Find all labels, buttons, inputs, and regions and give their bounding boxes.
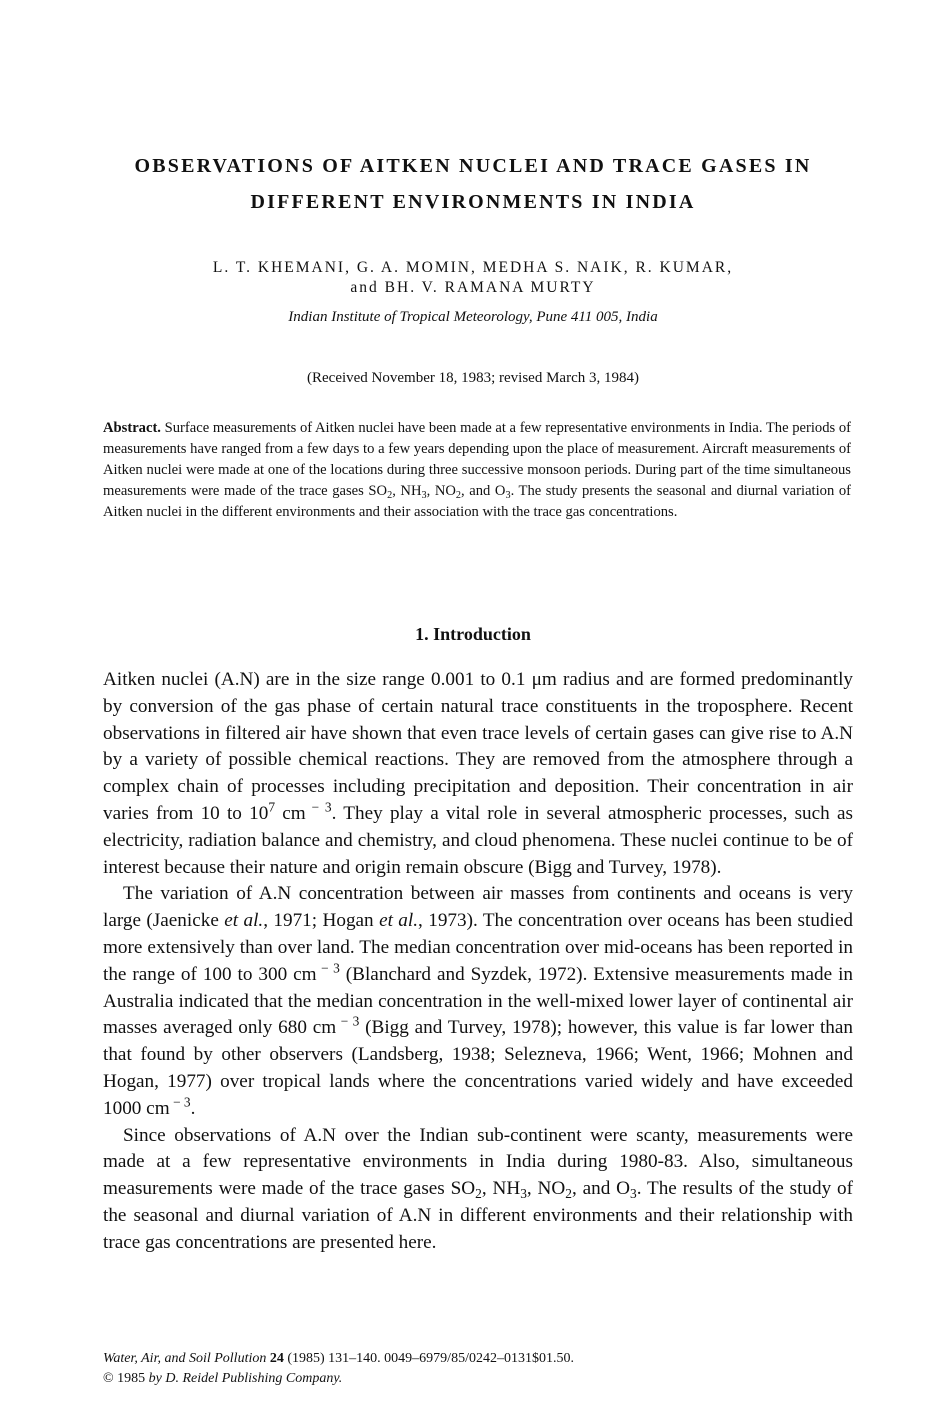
superscript: − 3 — [305, 799, 332, 815]
text-run: , NO — [526, 1178, 566, 1200]
subscript: 2 — [387, 490, 393, 502]
abstract-label: Abstract. — [103, 420, 161, 436]
paragraph-1 — [103, 667, 853, 881]
superscript: − 3 — [169, 1094, 191, 1110]
superscript: 7 — [268, 799, 276, 815]
italic-text: et al. — [224, 910, 264, 932]
paragraph-3 — [103, 1123, 853, 1257]
title-line-1: OBSERVATIONS OF AITKEN NUCLEI AND TRACE GASES IN — [134, 155, 812, 177]
text-run: Since observations of A.N over the Indian sub-continent were scanty, measurements were made at a few representative environments in India during 1980-83. Also, simultaneous measurements were made of the trace gases SO — [103, 1124, 853, 1200]
text-run: , and O — [571, 1178, 630, 1200]
abstract-text: , and O — [461, 483, 506, 499]
subscript: 3 — [630, 1186, 637, 1202]
text-run: The variation of A.N concentration between air masses from continents and oceans is very large (Jaenicke — [103, 883, 853, 932]
paper-title — [60, 148, 886, 220]
author-list — [60, 258, 886, 298]
text-run: . The results of the study of the seasonal and diurnal variation of A.N in different environments and their relationship with trace gas concentrations are presented here. — [103, 1178, 854, 1253]
affiliation: Indian Institute of Tropical Meteorology, Pune 411 005, India — [288, 309, 658, 325]
text-run: cm — [275, 802, 306, 824]
text-run: Aitken nuclei (A.N) are in the size range 0.001 to 0.1 μm radius and are formed predominantly by conversion of the gas phase of certain natural trace constituents in the troposphere. Recent observations in filtered air have shown that even trace levels of certain gases can give rise to A.N by a variety of possible chemical reactions. They are removed from the atmosphere through a complex chain of processes including precipitation and deposition. Their concentration in air varies from 10 to 10 — [103, 669, 853, 824]
abstract-text: , NH — [392, 483, 422, 499]
copyright-line — [103, 1369, 863, 1389]
subscript: 3 — [505, 490, 511, 502]
text-run: . They play a vital role in several atmospheric processes, such as electricity, radiation balance and chemistry, and cloud phenomena. These nuclei continue to be of interest because their nature and origin remain obscure (Bigg and Turvey, 1978). — [103, 802, 853, 878]
superscript: − 3 — [316, 960, 340, 976]
text-run: (Bigg and Turvey, 1978); however, this value is far lower than that found by other observers (Landsberg, 1938; Selezneva, 1966; Went, 1966; Mohnen and Hogan, 1977) over tropical lands where the concentrations varied widely and have exceeded 1000 cm — [103, 1017, 853, 1119]
superscript: − 3 — [336, 1013, 360, 1029]
paragraph-2 — [103, 881, 853, 1122]
subscript: 3 — [421, 490, 427, 502]
subscript: 2 — [455, 490, 462, 502]
title-line-2: DIFFERENT ENVIRONMENTS IN INDIA — [250, 191, 696, 213]
received-dates: (Received November 18, 1983; revised March 3, 1984) — [307, 370, 639, 386]
italic-text: et al. — [379, 910, 419, 932]
authors-line-1: L. T. KHEMANI, G. A. MOMIN, MEDHA S. NAIK, R. KUMAR, — [212, 259, 734, 276]
section-heading: 1. Introduction — [415, 624, 531, 644]
text-run: , NH — [481, 1178, 521, 1200]
publisher: by D. Reidel Publishing Company. — [148, 1371, 343, 1386]
journal-footer — [103, 1349, 863, 1389]
journal-volume: 24 — [269, 1351, 284, 1366]
subscript: 3 — [520, 1186, 527, 1202]
citation-details: (1985) 131–140. 0049–6979/85/0242–0131$01.50. — [283, 1351, 574, 1366]
subscript: 2 — [565, 1186, 572, 1202]
abstract-text: Surface measurements of Aitken nuclei have been made at a few representative environments in India. The periods of measurements have ranged from a few days to a few years depending upon the place of measurement. Aircraft measurements of Aitken nuclei were made at one of the locations during three successive monsoon periods. During part of the time simultaneous measurements were made of the trace gases SO — [103, 420, 851, 499]
body-text — [103, 667, 853, 1257]
text-run: . — [190, 1097, 196, 1119]
abstract-text: , NO — [426, 483, 456, 499]
journal-name: Water, Air, and Soil Pollution — [103, 1351, 267, 1366]
copyright-prefix: © 1985 — [103, 1371, 149, 1386]
abstract-text: . The study presents the seasonal and diurnal variation of Aitken nuclei in the different environments and their association with the trace gas concentrations. — [103, 483, 851, 520]
subscript: 2 — [475, 1186, 482, 1202]
text-run: (Blanchard and Syzdek, 1972). Extensive measurements made in Australia indicated that the median concentration in the well-mixed lower layer of continental air masses averaged only 680 cm — [103, 963, 853, 1039]
abstract — [103, 418, 851, 523]
citation-line — [103, 1349, 863, 1369]
authors-line-2: and BH. V. RAMANA MURTY — [350, 279, 596, 296]
text-run: , 1973). The concentration over oceans has been studied more extensively than over land. The median concentration over mid-oceans has been reported in the range of 100 to 300 cm — [103, 910, 853, 985]
text-run: , 1971; Hogan — [263, 910, 380, 932]
